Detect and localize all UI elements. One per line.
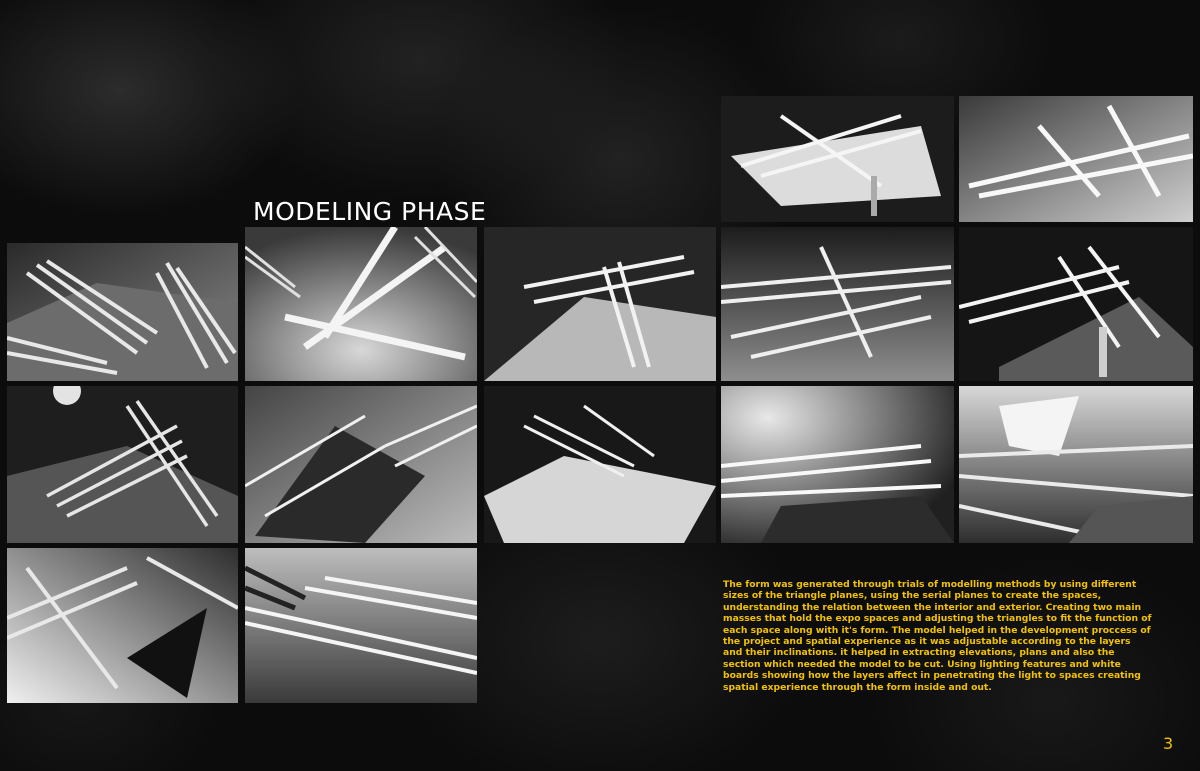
model-photo-1 — [7, 243, 238, 381]
model-photo-3 — [7, 386, 238, 543]
model-photo-6 — [245, 548, 477, 703]
page-number: 3 — [1163, 734, 1174, 753]
model-photo-5 — [7, 548, 238, 703]
page-title: MODELING PHASE — [253, 196, 487, 226]
model-photo-12 — [484, 386, 716, 543]
model-photo-13 — [721, 386, 954, 543]
model-photo-7 — [721, 96, 954, 222]
model-photo-11 — [959, 227, 1193, 381]
model-photo-9 — [484, 227, 716, 381]
model-photo-8 — [959, 96, 1193, 222]
model-photo-10 — [721, 227, 954, 381]
model-photo-4 — [245, 386, 477, 543]
model-photo-14 — [959, 386, 1193, 543]
project-description: The form was generated through trials of modelling methods by using different sizes of the triangle planes, using the serial planes to create the spaces, understanding the relation between the interior and exterior. Creating two main masses that hold the expo spaces and adjusting the triangles to fit the function of each space along with it's form. The model helped in the development proccess of the project and spatial experience as it was adjustable according to the layers and their inclinations. it helped in extracting elevations, plans and also the section which needed the model to be cut. Using lighting features and white boards showing how the layers affect in penetrating the light to spaces creating spatial experience through the form inside and out. — [723, 579, 1152, 693]
model-photo-2 — [245, 227, 477, 381]
